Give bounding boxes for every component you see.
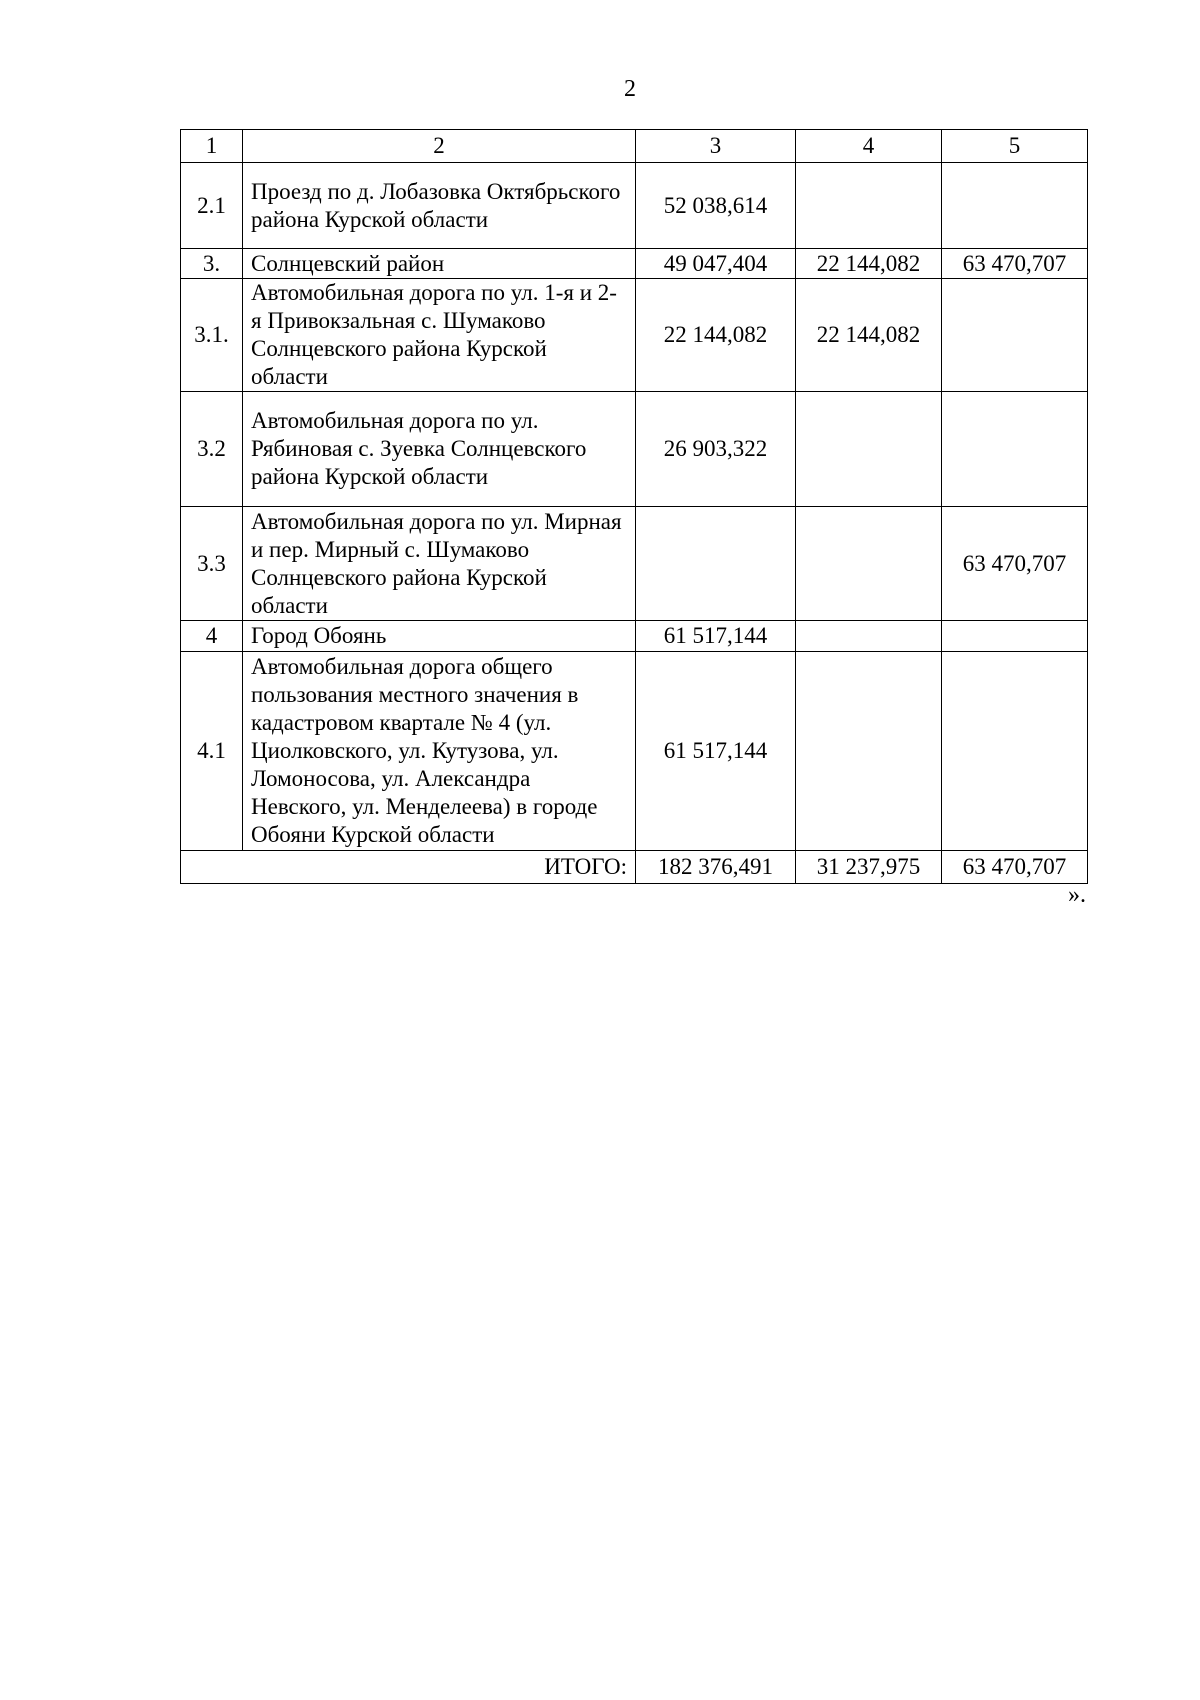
row-name: Автомобильная дорога общего пользования местного значения в кадастровом квартале № 4 (ул. Циолковского, ул. Кутузова, ул. Ломоносова, ул. Александра Невского, ул. Менделеева) в городе Обояни Курской области: [243, 652, 636, 851]
row-name: Автомобильная дорога по ул. Мирная и пер. Мирный с. Шумаково Солнцевского района Курской области: [243, 507, 636, 621]
row-value-col4: [796, 163, 942, 249]
row-name: Город Обоянь: [243, 621, 636, 652]
row-value-col3: 52 038,614: [636, 163, 796, 249]
row-value-col5: [942, 279, 1088, 392]
row-value-col4: [796, 652, 942, 851]
row-value-col5: [942, 163, 1088, 249]
row-value-col5: 63 470,707: [942, 507, 1088, 621]
row-name: Проезд по д. Лобазовка Октябрьского района Курской области: [243, 163, 636, 249]
row-value-col4: [796, 392, 942, 507]
row-number: 3.1.: [181, 279, 243, 392]
row-value-col3: 61 517,144: [636, 621, 796, 652]
header-col-4: 4: [796, 130, 942, 163]
header-col-5: 5: [942, 130, 1088, 163]
total-row: [181, 851, 1088, 884]
table-header-row: [181, 130, 1088, 163]
row-number: 3.2: [181, 392, 243, 507]
table-row: [181, 652, 1088, 851]
total-value-col4: 31 237,975: [796, 851, 942, 884]
row-value-col4: [796, 507, 942, 621]
header-col-1: 1: [181, 130, 243, 163]
row-value-col3: 61 517,144: [636, 652, 796, 851]
row-number: 3.3: [181, 507, 243, 621]
funding-table: [180, 129, 1088, 884]
row-value-col3: [636, 507, 796, 621]
row-value-col3: 22 144,082: [636, 279, 796, 392]
closing-quote-mark: ».: [1068, 882, 1086, 908]
page-number: 2: [624, 76, 636, 102]
table-row: [181, 249, 1088, 279]
row-name: Автомобильная дорога по ул. Рябиновая с. Зуевка Солнцевского района Курской области: [243, 392, 636, 507]
row-name: Автомобильная дорога по ул. 1-я и 2-я Привокзальная с. Шумаково Солнцевского района Курской области: [243, 279, 636, 392]
table-row: [181, 163, 1088, 249]
header-col-2: 2: [243, 130, 636, 163]
row-value-col4: [796, 621, 942, 652]
row-value-col5: [942, 621, 1088, 652]
total-value-col5: 63 470,707: [942, 851, 1088, 884]
row-value-col5: [942, 652, 1088, 851]
header-col-3: 3: [636, 130, 796, 163]
row-number: 2.1: [181, 163, 243, 249]
row-value-col5: [942, 392, 1088, 507]
table-row: [181, 392, 1088, 507]
table-row: [181, 621, 1088, 652]
row-value-col3: 49 047,404: [636, 249, 796, 279]
row-value-col4: 22 144,082: [796, 279, 942, 392]
row-number: 4: [181, 621, 243, 652]
table-row: [181, 507, 1088, 621]
total-label: ИТОГО:: [181, 851, 636, 884]
row-value-col5: 63 470,707: [942, 249, 1088, 279]
row-name: Солнцевский район: [243, 249, 636, 279]
row-value-col3: 26 903,322: [636, 392, 796, 507]
total-value-col3: 182 376,491: [636, 851, 796, 884]
table-row: [181, 279, 1088, 392]
row-value-col4: 22 144,082: [796, 249, 942, 279]
row-number: 3.: [181, 249, 243, 279]
row-number: 4.1: [181, 652, 243, 851]
